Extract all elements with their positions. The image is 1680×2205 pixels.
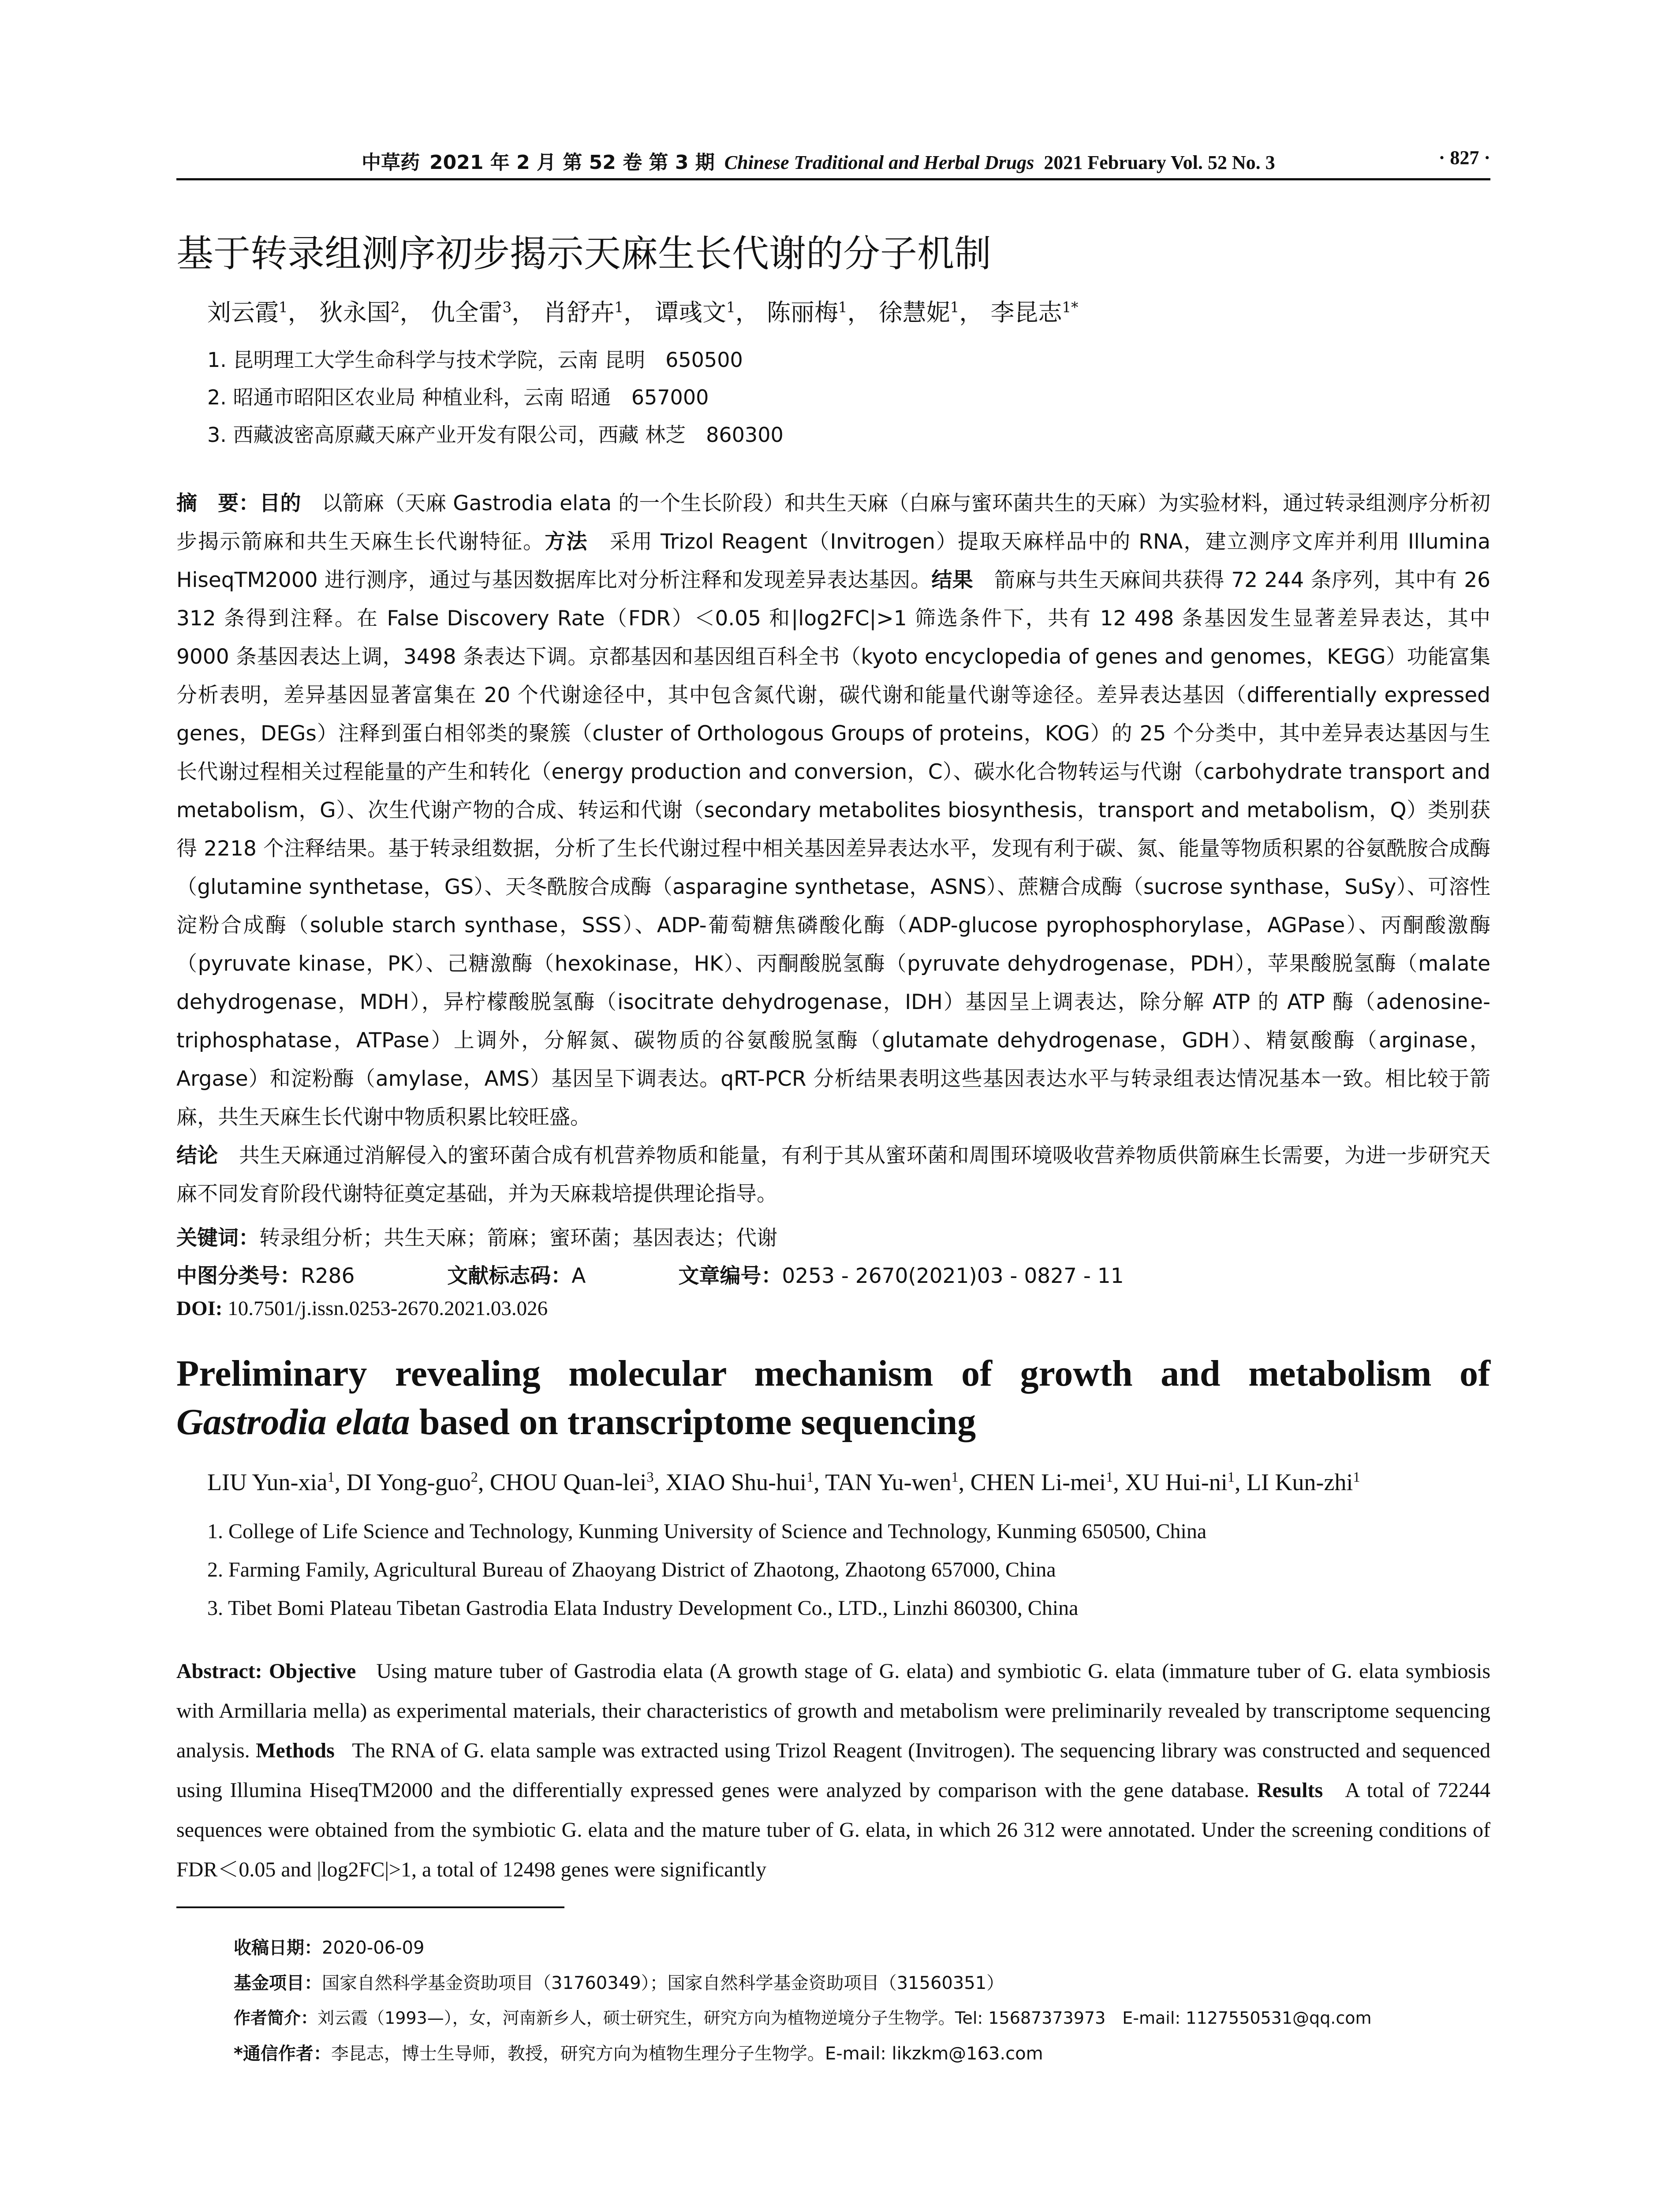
en-author: LIU Yun-xia$^1$, [207, 1469, 347, 1495]
cn-title: 基于转录组测序初步揭示天麻生长代谢的分子机制 [176, 232, 992, 275]
cn-doc-code-label: 文献标志码： [447, 1264, 572, 1288]
en-author: CHOU Quan-lei$^3$, [489, 1469, 666, 1495]
en-title-italic: Gastrodia elata [176, 1401, 410, 1443]
page-number: · 827 · [1438, 147, 1490, 168]
cn-affiliation-2: 2. 昭通市昭阳区农业局 种植业科，云南 昭通 657000 [207, 385, 709, 409]
en-affiliation-1: 1. College of Life Science and Technology, Kunming University of Science and Technology, Kunming 650500, China [207, 1520, 1207, 1543]
en-author: LI Kun-zhi$^1$ [1246, 1469, 1360, 1495]
cn-article-no-label: 文章编号： [678, 1264, 782, 1288]
en-title-part2: based on transcriptome sequencing [419, 1401, 976, 1443]
en-title [176, 1349, 1490, 1446]
en-title-part1: Preliminary revealing molecular mechanism of growth and metabolism of [176, 1353, 1490, 1394]
running-header [176, 140, 1490, 180]
header-journal-cn: 中草药 [362, 151, 420, 174]
en-abstract-label: Abstract: [176, 1659, 262, 1683]
cn-conclusion-label: 结论 [176, 1144, 218, 1168]
cn-conclusion: 共生天麻通过消解侵入的蜜环菌合成有机营养物质和能量，有利于其从蜜环菌和周围环境吸收营养物质供箭麻生长需要，为进一步研究天麻不同发育阶段代谢特征奠定基础，并为天麻栽培提供理论指导。 [176, 1144, 1491, 1206]
header-journal-info [362, 146, 1275, 175]
cn-objective-label: 目的 [259, 491, 301, 516]
cn-keywords-text: 转录组分析；共生天麻；箭麻；蜜环菌；基因表达；代谢 [259, 1226, 777, 1250]
en-abstract [176, 1652, 1490, 1890]
en-affiliation-2: 2. Farming Family, Agricultural Bureau of Zhaoyang District of Zhaotong, Zhaotong 657000, China [207, 1558, 1056, 1581]
en-author: DI Yong-guo$^2$, [346, 1469, 490, 1495]
cn-article-no: 0253 - 2670(2021)03 - 0827 - 11 [782, 1264, 1124, 1288]
cn-clc: R286 [301, 1264, 355, 1288]
en-methods: The RNA of G. elata sample was extracted using Trizol Reagent (Invitrogen). The sequencing library was constructed and sequenced using Illumina HiseqTM2000 and the differentially expressed genes were analyzed by comparison with the gene database. [176, 1739, 1490, 1802]
footnote-funding: 基金项目：国家自然科学基金资助项目（31760349）；国家自然科学基金资助项目（31560351） [234, 1973, 1004, 1993]
en-results-label: Results [1257, 1779, 1323, 1802]
en-authors [207, 1469, 1521, 1496]
cn-author: 陈丽梅$^1$， [766, 299, 871, 326]
cn-objective: 以箭麻（天麻 Gastrodia elata 的一个生长阶段）和共生天麻（白麻与蜜环菌共生的天麻）为实验材料，通过转录组测序分析初步揭示箭麻和共生天麻生长代谢特征。 [176, 491, 1491, 554]
cn-abstract [176, 484, 1490, 1213]
cn-authors [207, 294, 1521, 328]
cn-results: 箭麻与共生天麻间共获得 72 244 条序列，其中有 26 312 条得到注释。在 False Discovery Rate（FDR）＜0.05 和|log2FC|>1 筛选条件下，共有 12 498 条基因发生显著差异表达，其中 9000 条基因表达上调，3498 条表达下调。京都基因和基因组百科全书（kyoto encyclopedia of genes and genomes，KEGG）功能富集分析表明，差异基因显著富集在 20 个代谢途径中，其中包含氮代谢，碳代谢和能量代谢等途径。差异表达基因（differentially expressed genes，DEGs）注释到蛋白相邻类的聚簇（cluster of Orthologous Groups of proteins，KOG）的 25 个分类中，其中差异表达基因与生长代谢过程相关过程能量的产生和转化（energy production and conversion，C）、碳水化合物转运与代谢（carbohydrate transport and metabolism，G）、次生代谢产物的合成、转运和代谢（secondary metabolites biosynthesis，transport and metabolism，Q）类别获得 2218 个注释结果。基于转录组数据，分析了生长代谢过程中相关基因差异表达水平，发现有利于碳、氮、能量等物质积累的谷氨酰胺合成酶（glutamine synthetase，GS）、天冬酰胺合成酶（asparagine synthetase，ASNS）、蔗糖合成酶（sucrose synthase，SuSy）、可溶性淀粉合成酶（soluble starch synthase，SSS）、ADP-葡萄糖焦磷酸化酶（ADP-glucose pyrophosphorylase，AGPase）、丙酮酸激酶（pyruvate kinase，PK）、己糖激酶（hexokinase，HK）、丙酮酸脱氢酶（pyruvate dehydrogenase，PDH），苹果酸脱氢酶（malate dehydrogenase，MDH），异柠檬酸脱氢酶（isocitrate dehydrogenase，IDH）基因呈上调表达，除分解 ATP 的 ATP 酶（adenosine-triphosphatase，ATPase）上调外，分解氮、碳物质的谷氨酸脱氢酶（glutamate dehydrogenase，GDH）、精氨酸酶（arginase，Argase）和淀粉酶（amylase，AMS）基因呈下调表达。qRT-PCR 分析结果表明这些基因表达水平与转录组表达情况基本一致。相比较于箭麻，共生天麻生长代谢中物质积累比较旺盛。 [176, 568, 1491, 1129]
en-author: XU Hui-$ni^1$, [1125, 1469, 1247, 1495]
header-issue-en: 2021 February Vol. 52 No. 3 [1044, 152, 1275, 173]
cn-results-label: 结果 [931, 568, 974, 592]
footnote-corresponding: *通信作者：李昆志，博士生导师，教授，研究方向为植物生理分子生物学。E-mail: likzkm@163.com [234, 2044, 1043, 2064]
cn-clc-label: 中图分类号： [176, 1264, 301, 1288]
cn-doi [176, 1297, 1490, 1320]
cn-doc-code: A [571, 1264, 586, 1288]
footnote-divider [176, 1906, 564, 1908]
en-author: XIAO Shu-hui$^1$, [665, 1469, 825, 1495]
cn-keywords [176, 1222, 1490, 1251]
cn-author: 仇全雷$^3$， [431, 299, 536, 326]
cn-abstract-label: 摘 要： [176, 491, 260, 516]
cn-methods-label: 方法 [545, 530, 588, 554]
cn-affiliation-3: 3. 西藏波密高原藏天麻产业开发有限公司，西藏 林芝 860300 [207, 423, 784, 447]
cn-author: 谭彧文$^1$， [655, 299, 759, 326]
cn-methods: 采用 Trizol Reagent（Invitrogen）提取天麻样品中的 RNA，建立测序文库并利用 Illumina HiseqTM2000 进行测序，通过与基因数据库比对分析注释和发现差异表达基因。 [176, 530, 1491, 592]
cn-author: 徐慧妮$^1$， [878, 299, 983, 326]
cn-author: 肖舒卉$^1$， [543, 299, 647, 326]
doi-value: 10.7501/j.issn.0253-2670.2021.03.026 [228, 1297, 548, 1320]
header-issue-cn: 2021 年 2 月 第 52 卷 第 3 期 [429, 151, 715, 174]
footnote-author-bio: 作者简介：刘云霞（1993—），女，河南新乡人，硕士研究生，研究方向为植物逆境分子生物学。Tel: 15687373973 E-mail: 1127550531@qq.com [234, 2008, 1372, 2028]
cn-author: 李昆志$^{1*}$ [990, 299, 1079, 326]
cn-author: 刘云霞$^1$， [207, 299, 312, 326]
cn-affiliation-1: 1. 昆明理工大学生命科学与技术学院，云南 昆明 650500 [207, 348, 743, 372]
footnote-received: 收稿日期：2020-06-09 [234, 1938, 425, 1958]
doi-label: DOI: [176, 1297, 223, 1320]
en-methods-label: Methods [256, 1739, 335, 1762]
en-author: TAN Yu-wen$^1$, [825, 1469, 971, 1495]
en-author: CHEN Li-mei$^1$, [970, 1469, 1125, 1495]
cn-keywords-label: 关键词： [176, 1226, 259, 1250]
header-journal-en: Chinese Traditional and Herbal Drugs [724, 152, 1034, 173]
en-affiliation-3: 3. Tibet Bomi Plateau Tibetan Gastrodia Elata Industry Development Co., LTD., Linzhi 860300, China [207, 1596, 1079, 1620]
cn-author: 狄永国$^2$， [319, 299, 424, 326]
en-objective-label: Objective [269, 1659, 356, 1683]
en-objective: Using mature tuber of Gastrodia elata (A growth stage of G. elata) and symbiotic G. elata (immature tuber of G. elata symbiosis with Armillaria mella) as experimental materials, their characteristics of growth and metabolism were preliminarily revealed by transcriptome sequencing analysis. [176, 1659, 1491, 1762]
en-results: A total of 72244 sequences were obtained from the symbiotic G. elata and the mature tuber of G. elata, in which 26 312 were annotated. Under the screening conditions of FDR＜0.05 and |log2FC|>1, a total of 12498 genes were significantly [176, 1779, 1491, 1881]
cn-classification [176, 1259, 1490, 1289]
